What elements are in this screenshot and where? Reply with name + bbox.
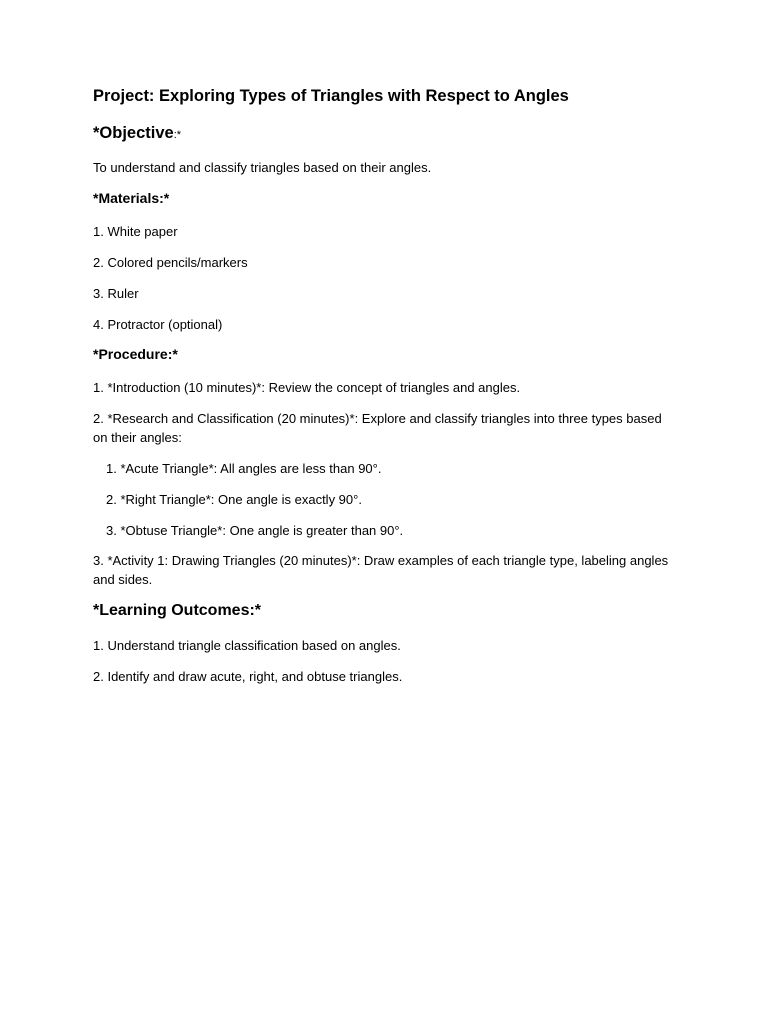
procedure-sub-step: 2. *Right Triangle*: One angle is exactly 90°. xyxy=(106,492,362,507)
objective-heading-text: *Objective xyxy=(93,124,174,142)
procedure-step: 2. *Research and Classification (20 minutes)*: Explore and classify triangles into three types based on their angles: xyxy=(93,411,662,445)
learning-outcome-item: 1. Understand triangle classification based on angles. xyxy=(93,638,401,653)
learning-outcome-item: 2. Identify and draw acute, right, and obtuse triangles. xyxy=(93,669,403,684)
procedure-sub-step: 1. *Acute Triangle*: All angles are less than 90°. xyxy=(106,461,382,476)
materials-item: 4. Protractor (optional) xyxy=(93,317,223,332)
objective-heading-suffix: :* xyxy=(173,129,182,141)
materials-heading: *Materials:* xyxy=(93,190,170,206)
document-title: Project: Exploring Types of Triangles with Respect to Angles xyxy=(93,87,569,105)
objective-text: To understand and classify triangles based on their angles. xyxy=(93,160,432,175)
procedure-step: 1. *Introduction (10 minutes)*: Review the concept of triangles and angles. xyxy=(93,380,521,395)
objective-heading xyxy=(93,124,181,143)
materials-item: 3. Ruler xyxy=(93,286,139,301)
materials-item: 2. Colored pencils/markers xyxy=(93,255,248,270)
procedure-heading: *Procedure:* xyxy=(93,346,178,362)
procedure-step: 3. *Activity 1: Drawing Triangles (20 minutes)*: Draw examples of each triangle type, labeling angles and sides. xyxy=(93,553,669,587)
materials-item: 1. White paper xyxy=(93,224,178,239)
procedure-sub-step: 3. *Obtuse Triangle*: One angle is greater than 90°. xyxy=(106,523,404,538)
learning-outcomes-heading: *Learning Outcomes:* xyxy=(93,602,262,619)
